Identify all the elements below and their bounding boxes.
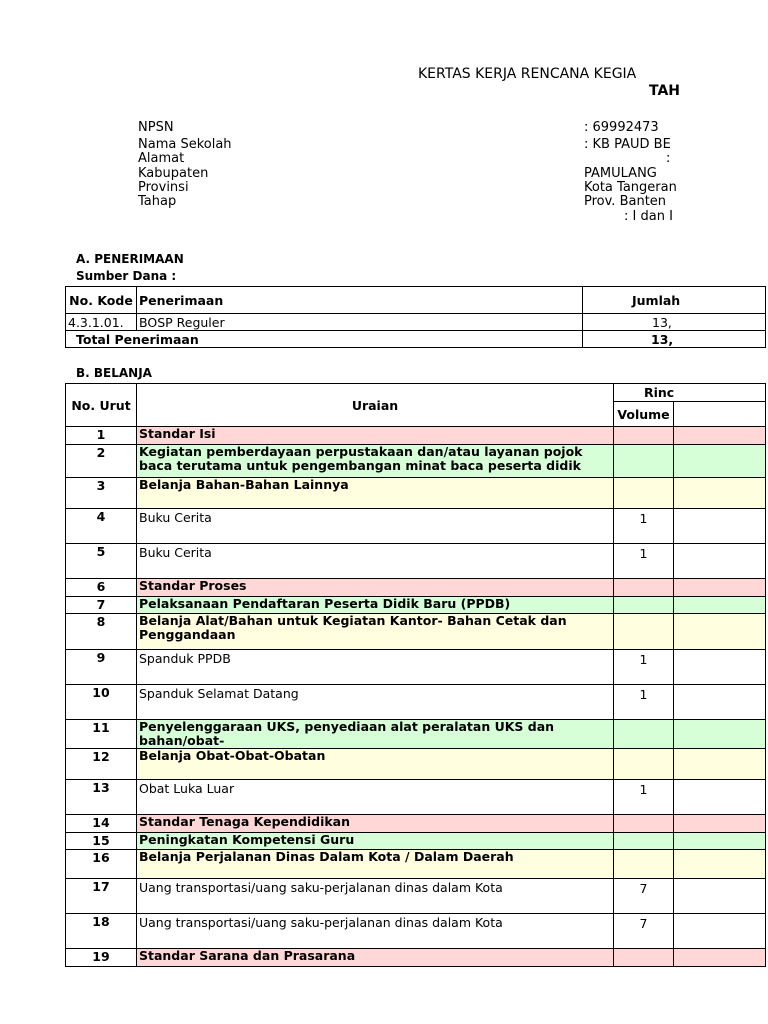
- row-number: 2: [66, 445, 137, 478]
- row-number: 8: [66, 614, 137, 650]
- row-volume: [614, 478, 674, 509]
- info-label-provinsi: Provinsi: [138, 180, 189, 195]
- header-volume: Volume: [614, 402, 674, 427]
- row-uraian: Obat Luka Luar: [137, 780, 614, 815]
- section-belanja-title: B. BELANJA: [76, 366, 152, 380]
- table-row: [66, 749, 766, 780]
- header-rincian: Rinc: [614, 384, 766, 402]
- row-extra: [674, 597, 766, 614]
- row-uraian: Peningkatan Kompetensi Guru: [137, 833, 614, 850]
- row-extra: [674, 478, 766, 509]
- info-label-alamat: Alamat: [138, 151, 185, 166]
- row-uraian: Buku Cerita: [137, 509, 614, 544]
- row-number: 4: [66, 509, 137, 544]
- row-volume: [614, 720, 674, 749]
- row-uraian: Belanja Bahan-Bahan Lainnya: [137, 478, 614, 509]
- table-row: [66, 833, 766, 850]
- row-uraian: Standar Tenaga Kependidikan: [137, 815, 614, 833]
- row-volume: [614, 833, 674, 850]
- row-volume: [614, 850, 674, 879]
- table-row: [66, 685, 766, 720]
- row-number: 15: [66, 833, 137, 850]
- row-extra: [674, 949, 766, 967]
- row-number: 7: [66, 597, 137, 614]
- row-uraian: Uang transportasi/uang saku-perjalanan dinas dalam Kota: [137, 879, 614, 914]
- row-volume: [614, 949, 674, 967]
- row-volume: [614, 579, 674, 597]
- row-volume: [614, 597, 674, 614]
- total-penerimaan-value: 13,: [583, 331, 766, 348]
- row-extra: [674, 445, 766, 478]
- row-number: 12: [66, 749, 137, 780]
- row-volume: [614, 614, 674, 650]
- row-volume: 7: [614, 914, 674, 949]
- info-value-tahap: Prov. Banten: [584, 194, 667, 209]
- row-number: 6: [66, 579, 137, 597]
- row-uraian: Standar Isi: [137, 427, 614, 445]
- row-number: 10: [66, 685, 137, 720]
- table-row: [66, 914, 766, 949]
- info-label-kabupaten: Kabupaten: [138, 166, 209, 181]
- row-uraian: Penyelenggaraan UKS, penyediaan alat peralatan UKS dan bahan/obat-: [137, 720, 614, 749]
- belanja-header-row: [66, 384, 766, 402]
- row-uraian: Uang transportasi/uang saku-perjalanan dinas dalam Kota: [137, 914, 614, 949]
- table-row: [66, 478, 766, 509]
- row-volume: 1: [614, 509, 674, 544]
- table-row: [66, 597, 766, 614]
- row-number: 9: [66, 650, 137, 685]
- info-label-npsn: NPSN: [138, 120, 174, 135]
- row-uraian: Belanja Alat/Bahan untuk Kegiatan Kantor- Bahan Cetak dan Penggandaan: [137, 614, 614, 650]
- header-jumlah: Jumlah: [583, 287, 766, 314]
- table-row: [66, 879, 766, 914]
- row-uraian: Kegiatan pemberdayaan perpustakaan dan/atau layanan pojok baca terutama untuk pengembangan minat baca peserta didik: [137, 445, 614, 478]
- table-row: [66, 850, 766, 879]
- info-value-alamat: :: [666, 151, 671, 166]
- row-uraian: Standar Sarana dan Prasarana: [137, 949, 614, 967]
- row-number: 5: [66, 544, 137, 579]
- belanja-rows: [66, 427, 766, 967]
- penerimaan-header-row: [66, 287, 766, 314]
- total-penerimaan-label: Total Penerimaan: [66, 331, 583, 348]
- header-uraian: Uraian: [137, 384, 614, 427]
- info-label-nama-sekolah: Nama Sekolah: [138, 137, 232, 152]
- penerimaan-nama: BOSP Reguler: [137, 314, 583, 331]
- info-value-provinsi: Kota Tangeran: [584, 180, 677, 195]
- row-extra: [674, 579, 766, 597]
- info-value-nama-sekolah: : KB PAUD BE: [584, 137, 671, 152]
- belanja-table: [65, 383, 766, 967]
- row-volume: [614, 445, 674, 478]
- row-volume: 1: [614, 544, 674, 579]
- penerimaan-row: [66, 314, 766, 331]
- row-number: 19: [66, 949, 137, 967]
- row-extra: [674, 879, 766, 914]
- table-row: [66, 720, 766, 749]
- row-extra: [674, 780, 766, 815]
- row-number: 18: [66, 914, 137, 949]
- row-uraian: Buku Cerita: [137, 544, 614, 579]
- row-extra: [674, 749, 766, 780]
- row-extra: [674, 914, 766, 949]
- row-volume: [614, 427, 674, 445]
- header-no-urut: No. Urut: [66, 384, 137, 427]
- row-number: 14: [66, 815, 137, 833]
- row-volume: 1: [614, 685, 674, 720]
- header-no-kode: No. Kode: [66, 287, 137, 314]
- info-value-tahap-detail: : I dan I: [624, 209, 673, 224]
- row-extra: [674, 685, 766, 720]
- penerimaan-total-row: [66, 331, 766, 348]
- table-row: [66, 579, 766, 597]
- penerimaan-table: [65, 286, 766, 348]
- row-uraian: Standar Proses: [137, 579, 614, 597]
- document-title: KERTAS KERJA RENCANA KEGIA: [418, 66, 637, 82]
- row-extra: [674, 720, 766, 749]
- row-extra: [674, 427, 766, 445]
- row-uraian: Belanja Perjalanan Dinas Dalam Kota / Dalam Daerah: [137, 850, 614, 879]
- row-volume: [614, 749, 674, 780]
- row-number: 3: [66, 478, 137, 509]
- section-penerimaan-title: A. PENERIMAAN: [76, 252, 184, 266]
- document-subtitle: TAH: [649, 83, 681, 99]
- table-row: [66, 815, 766, 833]
- row-volume: 7: [614, 879, 674, 914]
- info-value-npsn: : 69992473: [584, 120, 659, 135]
- table-row: [66, 445, 766, 478]
- row-number: 13: [66, 780, 137, 815]
- row-extra: [674, 850, 766, 879]
- row-uraian: Belanja Obat-Obat-Obatan: [137, 749, 614, 780]
- row-extra: [674, 650, 766, 685]
- table-row: [66, 427, 766, 445]
- row-volume: 1: [614, 780, 674, 815]
- table-row: [66, 780, 766, 815]
- table-row: [66, 509, 766, 544]
- table-row: [66, 544, 766, 579]
- row-extra: [674, 614, 766, 650]
- row-uraian: Pelaksanaan Pendaftaran Peserta Didik Baru (PPDB): [137, 597, 614, 614]
- row-uraian: Spanduk PPDB: [137, 650, 614, 685]
- table-row: [66, 650, 766, 685]
- row-number: 1: [66, 427, 137, 445]
- row-number: 17: [66, 879, 137, 914]
- row-extra: [674, 544, 766, 579]
- row-volume: [614, 815, 674, 833]
- info-value-kabupaten: PAMULANG: [584, 166, 657, 181]
- header-blank: [674, 402, 766, 427]
- row-number: 11: [66, 720, 137, 749]
- row-number: 16: [66, 850, 137, 879]
- table-row: [66, 614, 766, 650]
- row-volume: 1: [614, 650, 674, 685]
- table-row: [66, 949, 766, 967]
- row-extra: [674, 815, 766, 833]
- info-label-tahap: Tahap: [138, 194, 177, 209]
- header-penerimaan: Penerimaan: [137, 287, 583, 314]
- row-uraian: Spanduk Selamat Datang: [137, 685, 614, 720]
- penerimaan-jumlah: 13,: [583, 314, 766, 331]
- row-extra: [674, 833, 766, 850]
- row-extra: [674, 509, 766, 544]
- sumber-dana-label: Sumber Dana :: [76, 269, 177, 283]
- penerimaan-kode: 4.3.1.01.: [66, 314, 137, 331]
